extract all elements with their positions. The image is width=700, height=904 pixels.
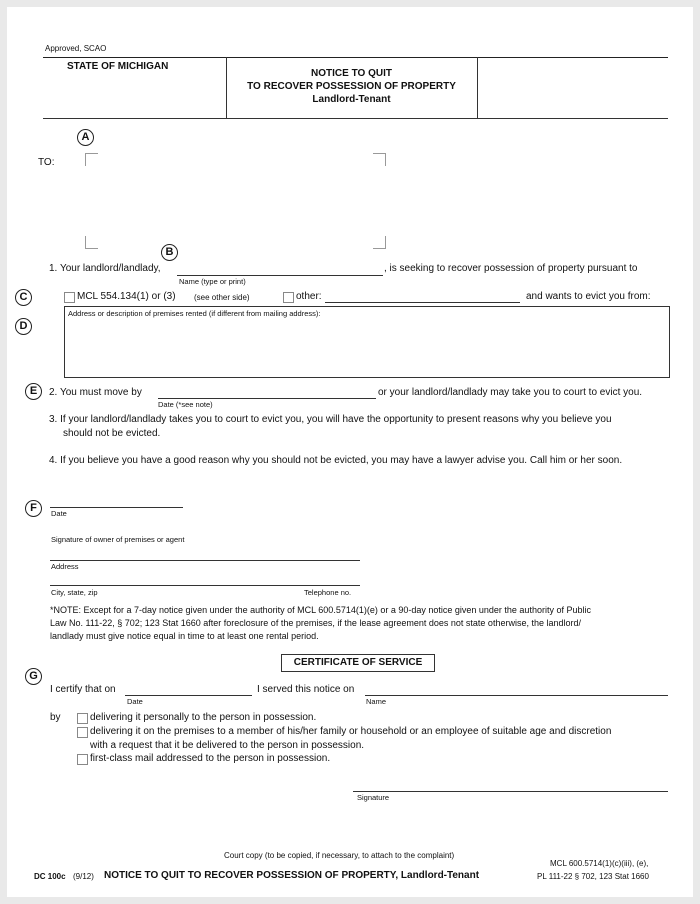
delivered-premises-label-line1: delivering it on the premises to a member of his/her family or household or an employee of suitable age and discretion bbox=[90, 726, 612, 737]
marker-b: B bbox=[161, 244, 178, 261]
item4-text: 4. If you believe you have a good reason why you should not be evicted, you may have a lawyer advise you. Call him or her soon. bbox=[49, 455, 623, 466]
corner-mark-bl bbox=[85, 236, 98, 249]
address-label: Address bbox=[51, 562, 79, 571]
header-bottom-rule bbox=[43, 118, 668, 119]
first-class-mail-label: first-class mail addressed to the person in possession. bbox=[90, 753, 331, 764]
delivered-personally-label: delivering it personally to the person in possession. bbox=[90, 712, 317, 723]
marker-c: C bbox=[15, 289, 32, 306]
landlord-name-caption: Name (type or print) bbox=[179, 277, 246, 286]
marker-f: F bbox=[25, 500, 42, 517]
address-caption: Address or description of premises rented (if different from mailing address): bbox=[68, 309, 321, 318]
marker-d: D bbox=[15, 318, 32, 335]
landlord-name-field[interactable] bbox=[177, 275, 383, 276]
form-title-line1: NOTICE TO QUIT bbox=[311, 68, 392, 79]
item1-tail: , is seeking to recover possession of property pursuant to bbox=[384, 263, 638, 274]
other-field[interactable] bbox=[325, 302, 520, 303]
service-date-field[interactable] bbox=[125, 695, 252, 696]
other-checkbox[interactable] bbox=[283, 292, 294, 303]
city-caption: City, state, zip bbox=[51, 588, 98, 597]
service-date-caption: Date bbox=[127, 697, 143, 706]
telephone-caption: Telephone no. bbox=[304, 588, 352, 597]
footer-ref-line2: PL 111-22 § 702, 123 Stat 1660 bbox=[537, 872, 649, 881]
form-number: DC 100c bbox=[34, 872, 66, 881]
form-page bbox=[7, 7, 693, 897]
by-label: by bbox=[50, 712, 61, 723]
served-name-field[interactable] bbox=[365, 695, 668, 696]
to-label: TO: bbox=[38, 157, 55, 168]
item2-text: 2. You must move by bbox=[49, 387, 142, 398]
to-address-field[interactable] bbox=[85, 153, 386, 249]
owner-signature-caption: Signature of owner of premises or agent bbox=[51, 535, 185, 544]
move-date-field[interactable] bbox=[158, 398, 376, 399]
marker-g: G bbox=[25, 668, 42, 685]
item3-line2: should not be evicted. bbox=[63, 428, 161, 439]
item2-tail: or your landlord/landlady may take you to court to evict you. bbox=[378, 387, 643, 398]
footer-ref-line1: MCL 600.5714(1)(c)(iii), (e), bbox=[550, 859, 649, 868]
form-title-line2: TO RECOVER POSSESSION OF PROPERTY bbox=[247, 81, 456, 92]
corner-mark-br bbox=[373, 236, 386, 249]
form-revision: (9/12) bbox=[73, 872, 94, 881]
court-copy-note: Court copy (to be copied, if necessary, to attach to the complaint) bbox=[224, 851, 455, 860]
evict-text: and wants to evict you from: bbox=[526, 291, 651, 302]
served-label: I served this notice on bbox=[257, 684, 355, 695]
move-date-caption: Date (*see note) bbox=[158, 400, 213, 409]
note-line2: Law No. 111-22, § 702; 123 Stat 1660 after foreclosure of the premises, if the lease agreement does not state otherwise, the landlord/ bbox=[50, 618, 581, 628]
approved-label: Approved, SCAO bbox=[45, 44, 107, 53]
mcl-note-label: (see other side) bbox=[194, 293, 250, 302]
note-line1: *NOTE: Except for a 7-day notice given under the authority of MCL 600.5714(1)(e) or a 90-day notice given under the authority of Public bbox=[50, 605, 591, 615]
corner-mark-tr bbox=[373, 153, 386, 166]
service-signature-caption: Signature bbox=[357, 793, 390, 802]
city-field[interactable] bbox=[50, 585, 360, 586]
item1-text: 1. Your landlord/landlady, bbox=[49, 263, 161, 274]
service-signature-field[interactable] bbox=[353, 791, 668, 792]
owner-signature-field[interactable] bbox=[50, 560, 360, 561]
other-option-label: other: bbox=[296, 291, 322, 302]
header-divider-right bbox=[477, 57, 478, 118]
certify-label: I certify that on bbox=[50, 684, 116, 695]
mcl-checkbox[interactable] bbox=[64, 292, 75, 303]
first-class-mail-checkbox[interactable] bbox=[77, 754, 88, 765]
mcl-option-label: MCL 554.134(1) or (3) bbox=[77, 291, 176, 302]
sign-date-caption: Date bbox=[51, 509, 67, 518]
form-title-line3: Landlord-Tenant bbox=[312, 94, 391, 105]
marker-e: E bbox=[25, 383, 42, 400]
sign-date-field[interactable] bbox=[50, 507, 183, 508]
served-name-caption: Name bbox=[366, 697, 387, 706]
delivered-personally-checkbox[interactable] bbox=[77, 713, 88, 724]
delivered-premises-checkbox[interactable] bbox=[77, 727, 88, 738]
address-box[interactable] bbox=[64, 306, 670, 378]
corner-mark-tl bbox=[85, 153, 98, 166]
item3-line1: 3. If your landlord/landlady takes you to court to evict you, you will have the opportunity to present reasons why you believe you bbox=[49, 414, 612, 425]
delivered-premises-label-line2: with a request that it be delivered to the person in possession. bbox=[90, 740, 365, 751]
marker-a: A bbox=[77, 129, 94, 146]
header-top-rule bbox=[43, 57, 668, 58]
footer-title: NOTICE TO QUIT TO RECOVER POSSESSION OF PROPERTY, Landlord-Tenant bbox=[104, 870, 480, 881]
state-label: STATE OF MICHIGAN bbox=[67, 61, 169, 72]
certificate-title: CERTIFICATE OF SERVICE bbox=[281, 654, 435, 672]
note-line3: landlady must give notice equal in time to at least one rental period. bbox=[50, 631, 319, 641]
